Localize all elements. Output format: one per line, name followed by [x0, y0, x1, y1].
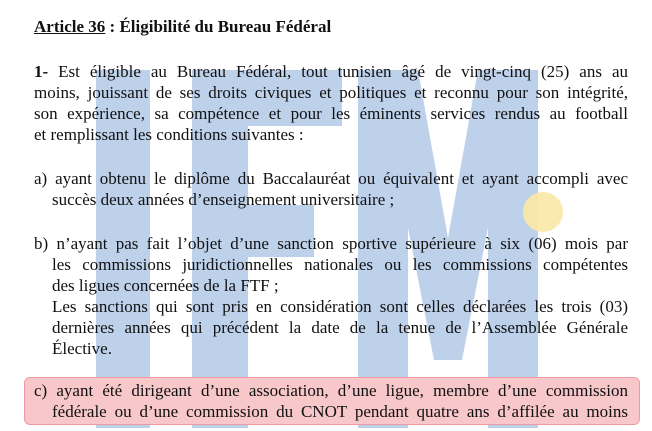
- para1-text-1: Est éligible au Bureau Fédéral, tout tunisien âgé de vingt-cinq (25) ans au: [58, 62, 628, 81]
- para1-line-3: son expérience, sa compétence et pour les éminents services rendus au football: [34, 104, 628, 123]
- para1-line-1: [34, 61, 628, 82]
- item-c-line-2: fédérale ou d’une commission du CNOT pendant quatre ans d’affilée au moins: [52, 402, 628, 421]
- para1-line-2: moins, jouissant de ses droits civiques et politiques et reconnu pour son intégrité,: [34, 83, 628, 102]
- item-c-line-1: c) ayant été dirigeant d’une association, d’une ligue, membre d’une commission: [34, 381, 628, 400]
- item-b-line-5: dernières années qui précédent la date de la tenue de l’Assemblée Générale: [52, 318, 628, 337]
- para1-number: 1-: [34, 62, 49, 81]
- item-a-line-1: a) ayant obtenu le diplôme du Baccalauréat ou équivalent et ayant accompli avec: [34, 169, 628, 188]
- item-b-line-1: b) n’ayant pas fait l’objet d’une sanction sportive supérieure à six (06) mois par: [34, 234, 628, 253]
- item-b-line-4: Les sanctions qui sont pris en considération sont celles déclarées les trois (03): [52, 297, 628, 316]
- article-heading: : Éligibilité du Bureau Fédéral: [105, 17, 332, 36]
- para1-line-4: et remplissant les conditions suivantes :: [34, 125, 304, 144]
- item-b-line-2: les commissions juridictionnelles nationales ou les commissions compétentes: [52, 255, 628, 274]
- item-a-line-2: succès deux années d’enseignement universitaire ;: [52, 190, 395, 209]
- item-b-line-6: Élective.: [52, 339, 112, 358]
- article-number: Article 36: [34, 17, 106, 36]
- item-b-line-3: des ligues concernées de la FTF ;: [52, 276, 279, 295]
- article-title: [34, 16, 331, 37]
